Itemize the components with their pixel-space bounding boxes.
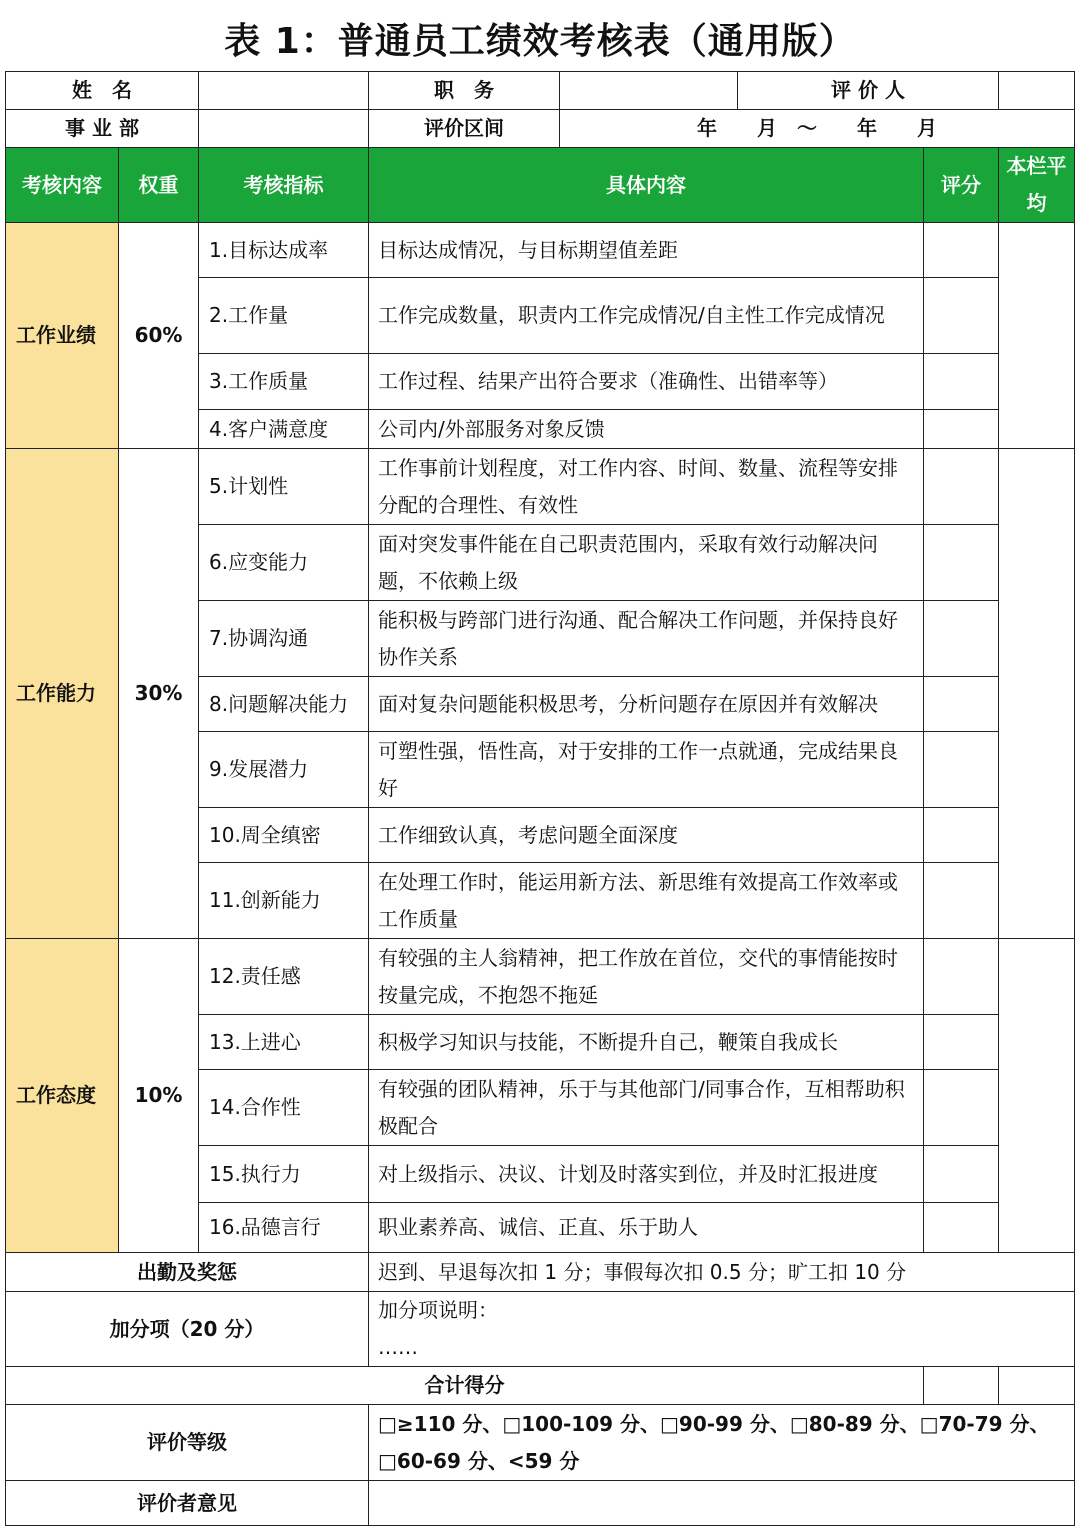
indicator-cell: 9.发展潜力 [199,732,369,808]
indicator-cell: 3.工作质量 [199,354,369,410]
score-cell[interactable] [924,1070,999,1146]
table-row [6,223,1075,278]
content-cell: 工作细致认真，考虑问题全面深度 [369,808,924,863]
content-cell: 公司内/外部服务对象反馈 [369,410,924,449]
content-cell: 对上级指示、决议、计划及时落实到位，并及时汇报进度 [369,1146,924,1203]
content-cell: 有较强的团队精神，乐于与其他部门/同事合作，互相帮助积极配合 [369,1070,924,1146]
position-label: 职 务 [369,72,560,110]
total-row [6,1367,1075,1405]
page-title: 表 1：普通员工绩效考核表（通用版） [224,21,856,62]
category-cell: 工作业绩 [6,223,119,449]
table-row [6,939,1075,1015]
header-weight: 权重 [119,148,199,223]
indicator-cell: 4.客户满意度 [199,410,369,449]
header-category: 考核内容 [6,148,119,223]
score-cell[interactable] [924,601,999,677]
header-avg: 本栏平均 [999,148,1075,223]
weight-cell: 60% [119,223,199,449]
opinion-label: 评价者意见 [6,1481,369,1526]
name-label: 姓 名 [6,72,199,110]
header-content: 具体内容 [369,148,924,223]
score-cell[interactable] [924,732,999,808]
indicator-cell: 12.责任感 [199,939,369,1015]
period-value[interactable]: 年 月 ～ 年 月 [560,110,1075,148]
indicator-cell: 14.合作性 [199,1070,369,1146]
header-row [6,148,1075,223]
bonus-label: 加分项（20 分） [6,1292,369,1367]
weight-cell: 10% [119,939,199,1253]
evaluator-label: 评 价 人 [738,72,999,110]
attendance-content: 迟到、早退每次扣 1 分；事假每次扣 0.5 分；旷工扣 10 分 [369,1253,1075,1292]
indicator-cell: 7.协调沟通 [199,601,369,677]
score-cell[interactable] [924,863,999,939]
score-cell[interactable] [924,223,999,278]
content-cell: 可塑性强，悟性高，对于安排的工作一点就通，完成结果良好 [369,732,924,808]
indicator-cell: 16.品德言行 [199,1203,369,1253]
avg-cell[interactable] [999,939,1075,1253]
score-cell[interactable] [924,449,999,525]
content-cell: 面对突发事件能在自己职责范围内，采取有效行动解决问题，不依赖上级 [369,525,924,601]
evaluator-field[interactable] [999,72,1075,110]
grade-row [6,1405,1075,1481]
bonus-content[interactable] [369,1292,1075,1367]
indicator-cell: 13.上进心 [199,1015,369,1070]
score-cell[interactable] [924,1015,999,1070]
table-row [6,449,1075,525]
opinion-field[interactable] [369,1481,1075,1526]
category-cell: 工作态度 [6,939,119,1253]
content-cell: 面对复杂问题能积极思考，分析问题存在原因并有效解决 [369,677,924,732]
score-cell[interactable] [924,1203,999,1253]
dept-field[interactable] [199,110,369,148]
period-label: 评价区间 [369,110,560,148]
header-score: 评分 [924,148,999,223]
score-cell[interactable] [924,354,999,410]
name-field[interactable] [199,72,369,110]
attendance-label: 出勤及奖惩 [6,1253,369,1292]
avg-cell[interactable] [999,449,1075,939]
content-cell: 工作过程、结果产出符合要求（准确性、出错率等） [369,354,924,410]
indicator-cell: 10.周全缜密 [199,808,369,863]
content-cell: 在处理工作时，能运用新方法、新思维有效提高工作效率或工作质量 [369,863,924,939]
indicator-cell: 15.执行力 [199,1146,369,1203]
indicator-cell: 5.计划性 [199,449,369,525]
avg-cell[interactable] [999,223,1075,449]
content-cell: 工作完成数量，职责内工作完成情况/自主性工作完成情况 [369,278,924,354]
content-cell: 有较强的主人翁精神，把工作放在首位，交代的事情能按时按量完成，不抱怨不拖延 [369,939,924,1015]
info-row-2 [6,110,1075,148]
content-cell: 目标达成情况，与目标期望值差距 [369,223,924,278]
indicator-cell: 2.工作量 [199,278,369,354]
content-cell: 工作事前计划程度，对工作内容、时间、数量、流程等安排分配的合理性、有效性 [369,449,924,525]
bonus-line-2: …… [378,1335,418,1359]
indicator-cell: 6.应变能力 [199,525,369,601]
content-cell: 积极学习知识与技能，不断提升自己，鞭策自我成长 [369,1015,924,1070]
total-label: 合计得分 [6,1367,924,1405]
weight-cell: 30% [119,449,199,939]
grade-options[interactable]: □≥110 分、□100-109 分、□90-99 分、□80-89 分、□70-79 分、□60-69 分、<59 分 [369,1405,1075,1481]
score-cell[interactable] [924,1146,999,1203]
bonus-line-1: 加分项说明： [378,1298,498,1322]
score-cell[interactable] [924,677,999,732]
score-cell[interactable] [924,410,999,449]
grade-label: 评价等级 [6,1405,369,1481]
score-cell[interactable] [924,939,999,1015]
opinion-row [6,1481,1075,1526]
category-cell: 工作能力 [6,449,119,939]
dept-label: 事 业 部 [6,110,199,148]
position-field[interactable] [560,72,738,110]
indicator-cell: 11.创新能力 [199,863,369,939]
evaluation-table [5,71,1075,1526]
bonus-row [6,1292,1075,1367]
header-indicator: 考核指标 [199,148,369,223]
score-cell[interactable] [924,525,999,601]
total-avg-cell[interactable] [999,1367,1075,1405]
score-cell[interactable] [924,278,999,354]
indicator-cell: 1.目标达成率 [199,223,369,278]
score-cell[interactable] [924,808,999,863]
info-row-1 [6,72,1075,110]
content-cell: 职业素养高、诚信、正直、乐于助人 [369,1203,924,1253]
content-cell: 能积极与跨部门进行沟通、配合解决工作问题，并保持良好协作关系 [369,601,924,677]
indicator-cell: 8.问题解决能力 [199,677,369,732]
total-score-cell[interactable] [924,1367,999,1405]
attendance-row [6,1253,1075,1292]
